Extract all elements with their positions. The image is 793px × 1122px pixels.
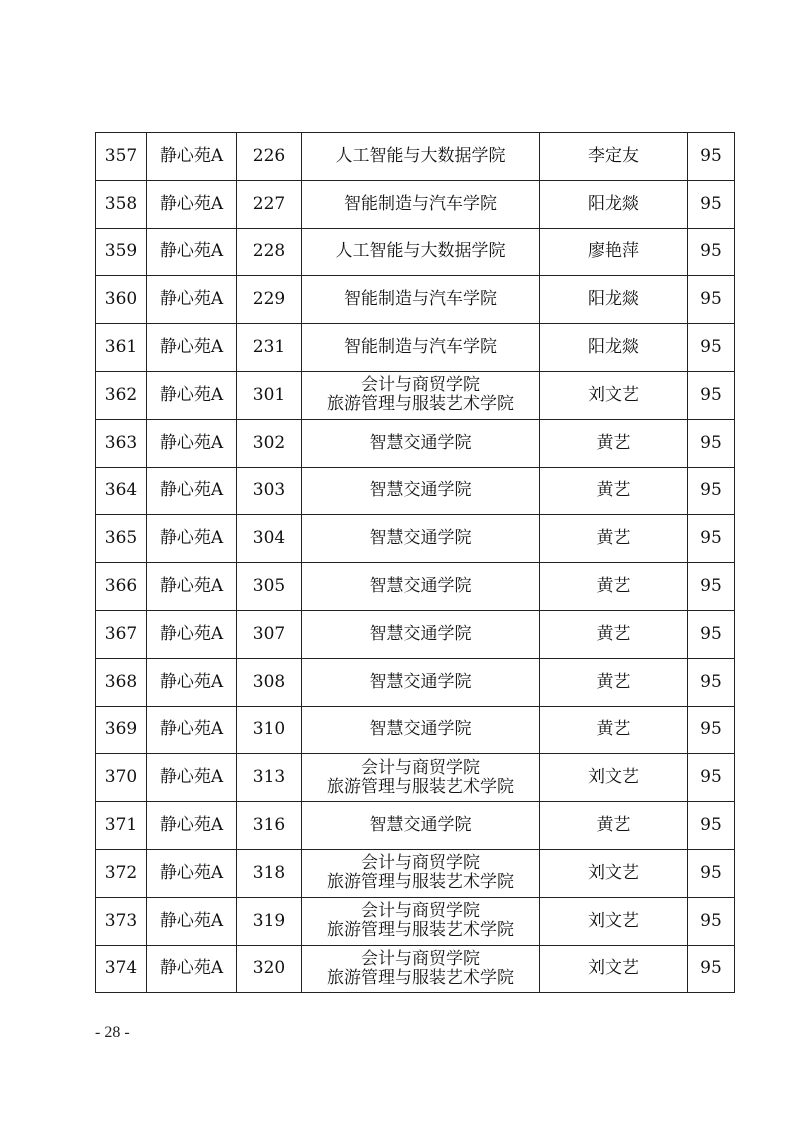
room-number-cell: 305: [237, 563, 302, 611]
room-number-cell: 301: [237, 371, 302, 419]
score-cell: 95: [688, 276, 735, 324]
college-name: 旅游管理与服装艺术学院: [327, 967, 514, 988]
college-cell: [302, 515, 540, 563]
table-row: [96, 897, 735, 945]
building-cell: 静心苑A: [147, 419, 237, 467]
building-cell: 静心苑A: [147, 180, 237, 228]
row-number-cell: 373: [96, 897, 147, 945]
college-cell: [302, 849, 540, 897]
college-cell: [302, 419, 540, 467]
score-cell: 95: [688, 324, 735, 372]
college-cell: [302, 371, 540, 419]
responsible-person-cell: 刘文艺: [540, 371, 688, 419]
college-cell: [302, 706, 540, 754]
row-number-cell: 363: [96, 419, 147, 467]
building-cell: 静心苑A: [147, 610, 237, 658]
dormitory-score-table: [95, 132, 735, 993]
room-number-cell: 313: [237, 754, 302, 802]
room-number-cell: 307: [237, 610, 302, 658]
score-cell: 95: [688, 515, 735, 563]
college-cell: [302, 897, 540, 945]
table-row: [96, 180, 735, 228]
college-name: 旅游管理与服装艺术学院: [327, 394, 514, 415]
row-number-cell: 364: [96, 467, 147, 515]
row-number-cell: 369: [96, 706, 147, 754]
responsible-person-cell: 黄艺: [540, 706, 688, 754]
room-number-cell: 310: [237, 706, 302, 754]
building-cell: 静心苑A: [147, 563, 237, 611]
row-number-cell: 371: [96, 802, 147, 850]
row-number-cell: 366: [96, 563, 147, 611]
college-name: 智能制造与汽车学院: [344, 193, 497, 214]
building-cell: 静心苑A: [147, 467, 237, 515]
building-cell: 静心苑A: [147, 371, 237, 419]
score-cell: 95: [688, 228, 735, 276]
room-number-cell: 319: [237, 897, 302, 945]
table-body: [96, 133, 735, 993]
building-cell: 静心苑A: [147, 849, 237, 897]
row-number-cell: 357: [96, 133, 147, 181]
table-row: [96, 228, 735, 276]
row-number-cell: 362: [96, 371, 147, 419]
score-cell: 95: [688, 945, 735, 993]
table-row: [96, 324, 735, 372]
room-number-cell: 302: [237, 419, 302, 467]
table-row: [96, 515, 735, 563]
college-cell: [302, 658, 540, 706]
building-cell: 静心苑A: [147, 228, 237, 276]
building-cell: 静心苑A: [147, 515, 237, 563]
table-row: [96, 467, 735, 515]
row-number-cell: 359: [96, 228, 147, 276]
room-number-cell: 227: [237, 180, 302, 228]
college-cell: [302, 563, 540, 611]
college-name: 智能制造与汽车学院: [344, 337, 497, 358]
row-number-cell: 370: [96, 754, 147, 802]
room-number-cell: 308: [237, 658, 302, 706]
page-number: - 28 -: [95, 1024, 130, 1041]
table-row: [96, 945, 735, 993]
row-number-cell: 368: [96, 658, 147, 706]
row-number-cell: 367: [96, 610, 147, 658]
college-name: 智慧交通学院: [369, 815, 472, 836]
college-name: 人工智能与大数据学院: [335, 145, 506, 166]
responsible-person-cell: 黄艺: [540, 515, 688, 563]
college-name: 会计与商贸学院: [361, 757, 480, 778]
table-row: [96, 419, 735, 467]
score-cell: 95: [688, 706, 735, 754]
college-name: 会计与商贸学院: [361, 853, 480, 874]
college-name: 智慧交通学院: [369, 432, 472, 453]
responsible-person-cell: 刘文艺: [540, 849, 688, 897]
building-cell: 静心苑A: [147, 706, 237, 754]
college-name: 人工智能与大数据学院: [335, 241, 506, 262]
college-name: 智慧交通学院: [369, 623, 472, 644]
row-number-cell: 361: [96, 324, 147, 372]
room-number-cell: 228: [237, 228, 302, 276]
table-row: [96, 658, 735, 706]
score-cell: 95: [688, 658, 735, 706]
room-number-cell: 318: [237, 849, 302, 897]
responsible-person-cell: 刘文艺: [540, 897, 688, 945]
score-cell: 95: [688, 563, 735, 611]
college-cell: [302, 754, 540, 802]
college-name: 智慧交通学院: [369, 671, 472, 692]
score-cell: 95: [688, 371, 735, 419]
table-row: [96, 371, 735, 419]
responsible-person-cell: 阳龙燚: [540, 324, 688, 372]
college-name: 会计与商贸学院: [361, 375, 480, 396]
room-number-cell: 320: [237, 945, 302, 993]
row-number-cell: 374: [96, 945, 147, 993]
college-cell: [302, 467, 540, 515]
college-name: 旅游管理与服装艺术学院: [327, 776, 514, 797]
responsible-person-cell: 阳龙燚: [540, 276, 688, 324]
row-number-cell: 358: [96, 180, 147, 228]
score-cell: 95: [688, 897, 735, 945]
responsible-person-cell: 李定友: [540, 133, 688, 181]
building-cell: 静心苑A: [147, 945, 237, 993]
college-name: 智慧交通学院: [369, 528, 472, 549]
college-cell: [302, 610, 540, 658]
building-cell: 静心苑A: [147, 324, 237, 372]
room-number-cell: 226: [237, 133, 302, 181]
score-cell: 95: [688, 802, 735, 850]
table-row: [96, 610, 735, 658]
row-number-cell: 365: [96, 515, 147, 563]
college-name: 会计与商贸学院: [361, 901, 480, 922]
college-cell: [302, 945, 540, 993]
responsible-person-cell: 黄艺: [540, 802, 688, 850]
college-cell: [302, 802, 540, 850]
college-name: 智慧交通学院: [369, 480, 472, 501]
college-name: 智能制造与汽车学院: [344, 289, 497, 310]
responsible-person-cell: 刘文艺: [540, 754, 688, 802]
responsible-person-cell: 黄艺: [540, 467, 688, 515]
college-name: 智慧交通学院: [369, 576, 472, 597]
score-cell: 95: [688, 849, 735, 897]
college-cell: [302, 324, 540, 372]
college-name: 智慧交通学院: [369, 719, 472, 740]
table-row: [96, 754, 735, 802]
building-cell: 静心苑A: [147, 133, 237, 181]
building-cell: 静心苑A: [147, 802, 237, 850]
table-row: [96, 706, 735, 754]
college-name: 旅游管理与服装艺术学院: [327, 920, 514, 941]
room-number-cell: 304: [237, 515, 302, 563]
responsible-person-cell: 黄艺: [540, 610, 688, 658]
responsible-person-cell: 刘文艺: [540, 945, 688, 993]
table-row: [96, 802, 735, 850]
row-number-cell: 360: [96, 276, 147, 324]
college-cell: [302, 133, 540, 181]
responsible-person-cell: 黄艺: [540, 419, 688, 467]
college-name: 旅游管理与服装艺术学院: [327, 872, 514, 893]
score-cell: 95: [688, 467, 735, 515]
responsible-person-cell: 黄艺: [540, 563, 688, 611]
score-cell: 95: [688, 754, 735, 802]
room-number-cell: 229: [237, 276, 302, 324]
responsible-person-cell: 黄艺: [540, 658, 688, 706]
responsible-person-cell: 廖艳萍: [540, 228, 688, 276]
room-number-cell: 316: [237, 802, 302, 850]
score-cell: 95: [688, 180, 735, 228]
score-cell: 95: [688, 133, 735, 181]
college-cell: [302, 228, 540, 276]
responsible-person-cell: 阳龙燚: [540, 180, 688, 228]
building-cell: 静心苑A: [147, 658, 237, 706]
building-cell: 静心苑A: [147, 897, 237, 945]
row-number-cell: 372: [96, 849, 147, 897]
table-row: [96, 133, 735, 181]
room-number-cell: 231: [237, 324, 302, 372]
college-cell: [302, 276, 540, 324]
building-cell: 静心苑A: [147, 754, 237, 802]
college-name: 会计与商贸学院: [361, 948, 480, 969]
room-number-cell: 303: [237, 467, 302, 515]
score-cell: 95: [688, 419, 735, 467]
building-cell: 静心苑A: [147, 276, 237, 324]
table-row: [96, 849, 735, 897]
table-row: [96, 276, 735, 324]
score-cell: 95: [688, 610, 735, 658]
table-row: [96, 563, 735, 611]
college-cell: [302, 180, 540, 228]
